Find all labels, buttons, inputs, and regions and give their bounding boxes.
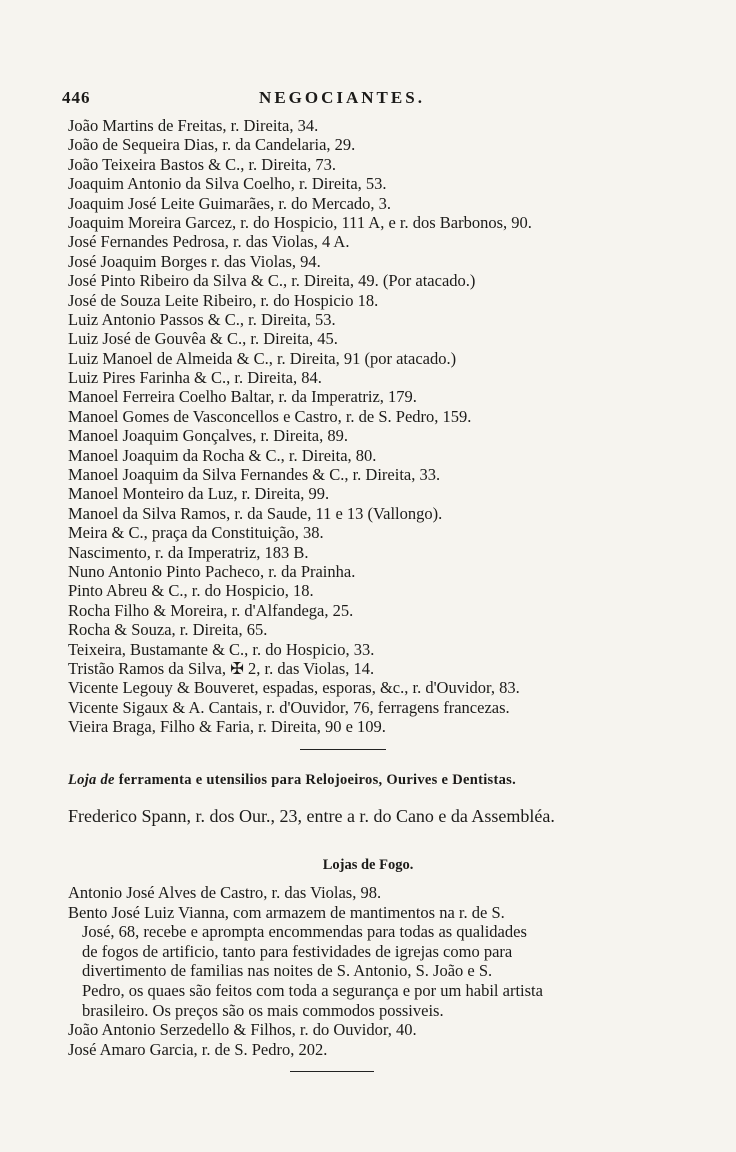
- merchant-entry: Vieira Braga, Filho & Faria, r. Direita, 90 e 109.: [68, 717, 386, 737]
- merchant-entry: Nascimento, r. da Imperatriz, 183 B.: [68, 542, 309, 562]
- merchant-entry: José de Souza Leite Ribeiro, r. do Hospicio 18.: [68, 290, 379, 310]
- list-item: João Antonio Serzedello & Filhos, r. do Ouvidor, 40.: [68, 1020, 417, 1040]
- merchant-entry: Rocha Filho & Moreira, r. d'Alfandega, 25.: [68, 600, 354, 620]
- section-heading-tools: [68, 772, 628, 789]
- list-item: José Amaro Garcia, r. de S. Pedro, 202.: [68, 1039, 328, 1059]
- merchant-entry: Luiz Antonio Passos & C., r. Direita, 53.: [68, 309, 336, 329]
- text-line: Bento José Luiz Vianna, com armazem de mantimentos na r. de S.: [68, 902, 505, 922]
- merchant-entry: Manoel Ferreira Coelho Baltar, r. da Imperatriz, 179.: [68, 387, 417, 407]
- merchant-entry: Nuno Antonio Pinto Pacheco, r. da Prainha.: [68, 561, 356, 581]
- merchant-entry: João de Sequeira Dias, r. da Candelaria, 29.: [68, 135, 356, 155]
- section-heading-fireworks: Lojas de Fogo.: [322, 857, 414, 873]
- page-number: 446: [62, 88, 91, 107]
- page-header: [62, 88, 622, 112]
- merchant-entry: Joaquim Antonio da Silva Coelho, r. Direita, 53.: [68, 174, 387, 194]
- merchant-entry: Manoel Joaquim Gonçalves, r. Direita, 89.: [68, 426, 348, 446]
- merchant-entry: Manoel da Silva Ramos, r. da Saude, 11 e 13 (Vallongo).: [68, 503, 443, 523]
- merchant-entry: José Joaquim Borges r. das Violas, 94.: [68, 251, 321, 271]
- list-item: Antonio José Alves de Castro, r. das Violas, 98.: [68, 883, 382, 902]
- section-divider: [300, 749, 386, 750]
- merchant-entry: Tristão Ramos da Silva, ✠ 2, r. das Violas, 14.: [68, 658, 375, 678]
- merchant-entry: Luiz José de Gouvêa & C., r. Direita, 45.: [68, 329, 338, 349]
- merchant-entry: João Martins de Freitas, r. Direita, 34.: [68, 116, 319, 135]
- fireworks-list: [68, 883, 648, 1059]
- list-item-long: [68, 903, 648, 1021]
- merchant-entry: Manoel Joaquim da Rocha & C., r. Direita, 80.: [68, 445, 377, 465]
- end-divider: [290, 1071, 374, 1072]
- merchant-entry: Vicente Sigaux & A. Cantais, r. d'Ouvidor, 76, ferragens francezas.: [68, 697, 510, 717]
- text-line: de fogos de artificio, tanto para festividades de igrejas como para: [82, 941, 513, 961]
- merchant-entry: Teixeira, Bustamante & C., r. do Hospicio, 33.: [68, 639, 375, 659]
- merchant-entry: José Fernandes Pedrosa, r. das Violas, 4 A.: [68, 232, 350, 252]
- merchant-entry: Joaquim José Leite Guimarães, r. do Mercado, 3.: [68, 193, 392, 213]
- merchant-entry: Luiz Pires Farinha & C., r. Direita, 84.: [68, 368, 322, 388]
- merchant-entry: Manoel Joaquim da Silva Fernandes & C., r. Direita, 33.: [68, 465, 441, 485]
- merchant-entry: Manoel Gomes de Vasconcellos e Castro, r. de S. Pedro, 159.: [68, 406, 472, 426]
- merchant-entry: Vicente Legouy & Bouveret, espadas, esporas, &c., r. d'Ouvidor, 83.: [68, 678, 520, 698]
- merchant-entry: Manoel Monteiro da Luz, r. Direita, 99.: [68, 484, 330, 504]
- merchant-list: [68, 116, 648, 737]
- text-line: Pedro, os quaes são feitos com toda a segurança e por um habil artista: [82, 980, 543, 1000]
- merchant-entry: Meira & C., praça da Constituição, 38.: [68, 523, 324, 543]
- merchant-entry: Joaquim Moreira Garcez, r. do Hospicio, 111 A, e r. dos Barbonos, 90.: [68, 212, 532, 232]
- merchant-entry: José Pinto Ribeiro da Silva & C., r. Direita, 49. (Por atacado.): [68, 271, 476, 291]
- running-title: NEGOCIANTES.: [259, 88, 425, 107]
- text-line: brasileiro. Os preços são os mais commodos possiveis.: [82, 1000, 444, 1020]
- tools-entry: Frederico Spann, r. dos Our., 23, entre a r. do Cano e da Assembléa.: [68, 806, 555, 826]
- merchant-entry: João Teixeira Bastos & C., r. Direita, 73.: [68, 154, 336, 174]
- section-heading-rest: ferramenta e utensilios para Relojoeiros, Ourives e Dentistas.: [118, 772, 517, 788]
- merchant-entry: Rocha & Souza, r. Direita, 65.: [68, 620, 268, 640]
- text-line: divertimento de familias nas noites de S. Antonio, S. João e S.: [82, 961, 493, 981]
- section-heading-lead: Loja de: [68, 772, 115, 788]
- merchant-entry: Pinto Abreu & C., r. do Hospicio, 18.: [68, 581, 314, 601]
- text-line: José, 68, recebe e apromptа encommendas para todas as qualidades: [82, 922, 527, 942]
- merchant-entry: Luiz Manoel de Almeida & C., r. Direita, 91 (por atacado.): [68, 348, 457, 368]
